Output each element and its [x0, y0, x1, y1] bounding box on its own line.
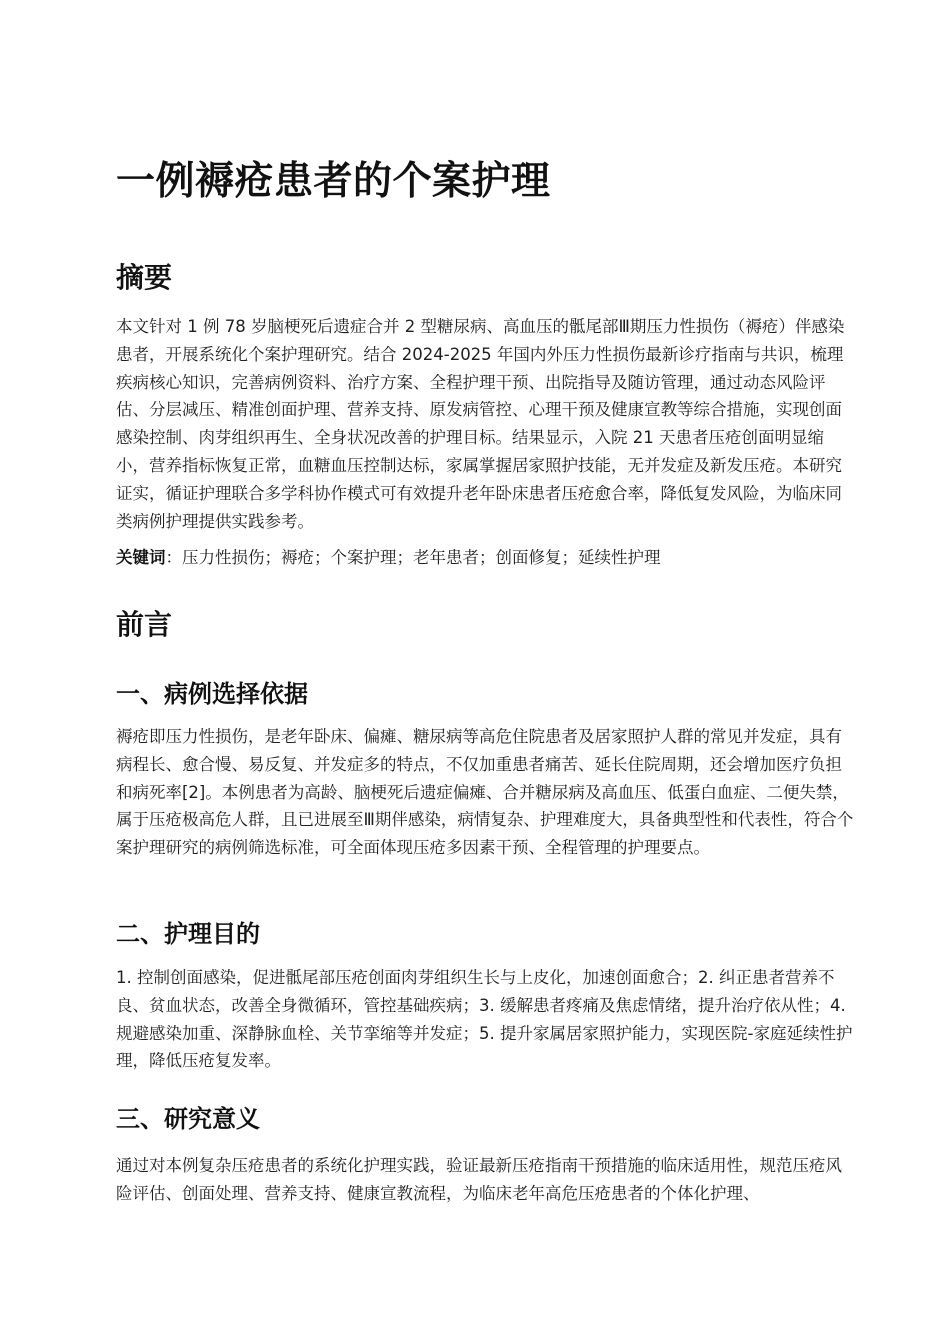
keywords-label: 关键词 — [116, 548, 166, 567]
keywords-line — [116, 544, 856, 572]
keywords-text: ：压力性损伤；褥疮；个案护理；老年患者；创面修复；延续性护理 — [165, 548, 661, 567]
section-2-heading: 二、护理目的 — [116, 920, 260, 948]
section-3-heading: 三、研究意义 — [116, 1105, 260, 1133]
section-2-paragraph: 1. 控制创面感染，促进骶尾部压疮创面肉芽组织生长与上皮化，加速创面愈合；2. 纠正患者营养不良、贫血状态，改善全身微循环，管控基础疾病；3. 缓解患者疼痛及焦虑情绪，提升治疗依从性；4. 规避感染加重、深静脉血栓、关节挛缩等并发症；5. 提升家属居家照护能力，实现医院-家庭延续性护理，降低压疮复发率。 — [116, 968, 853, 1071]
section-1-paragraph: 褥疮即压力性损伤，是老年卧床、偏瘫、糖尿病等高危住院患者及居家照护人群的常见并发症，具有病程长、愈合慢、易反复、并发症多的特点，不仅加重患者痛苦、延长住院周期，还会增加医疗负担和病死率[2]。本例患者为高龄、脑梗死后遗症偏瘫、合并糖尿病及高血压、低蛋白血症、二便失禁，属于压疮极高危人群，且已进展至Ⅲ期伴感染，病情复杂、护理难度大，具备典型性和代表性，符合个案护理研究的病例筛选标准，可全面体现压疮多因素干预、全程管理的护理要点。 — [116, 727, 854, 858]
section-3-paragraph: 通过对本例复杂压疮患者的系统化护理实践，验证最新压疮指南干预措施的临床适用性，规范压疮风险评估、创面处理、营养支持、健康宣教流程，为临床老年高危压疮患者的个体化护理、 — [116, 1156, 842, 1203]
document-title: 一例褥疮患者的个案护理 — [116, 159, 551, 204]
abstract-paragraph: 本文针对 1 例 78 岁脑梗死后遗症合并 2 型糖尿病、高血压的骶尾部Ⅲ期压力性损伤（褥疮）伴感染患者，开展系统化个案护理研究。结合 2024-2025 年国内外压力性损伤最新诊疗指南与共识，梳理疾病核心知识，完善病例资料、治疗方案、全程护理干预、出院指导及随访管理，通过动态风险评估、分层减压、精准创面护理、营养支持、原发病管控、心理干预及健康宣教等综合措施，实现创面感染控制、肉芽组织再生、全身状况改善的护理目标。结果显示，入院 21 天患者压疮创面明显缩小，营养指标恢复正常，血糖血压控制达标，家属掌握居家照护技能，无并发症及新发压疮。本研究证实，循证护理联合多学科协作模式可有效提升老年卧床患者压疮愈合率，降低复发风险，为临床同类病例护理提供实践参考。 — [116, 317, 845, 531]
section-1-heading: 一、病例选择依据 — [116, 680, 308, 708]
abstract-heading: 摘要 — [116, 261, 173, 294]
preface-heading: 前言 — [116, 608, 173, 641]
